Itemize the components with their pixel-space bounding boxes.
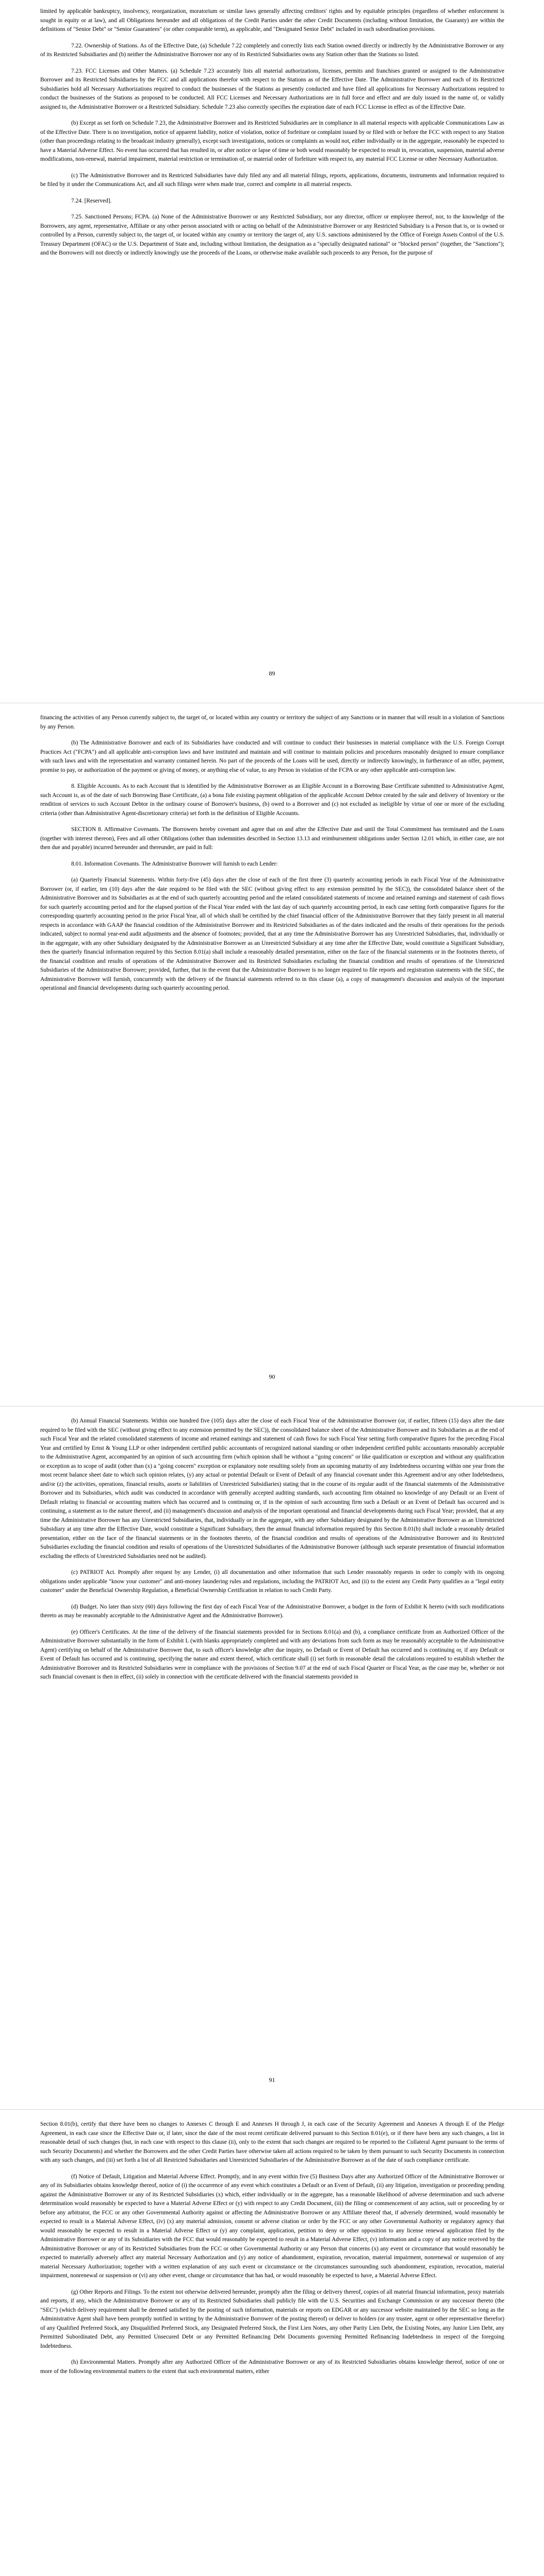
paragraph: (c) The Administrative Borrower and its Restricted Subsidiaries have duly filed any and all material filings, reports, applications, documents, instruments and information required to be filed by it under the Communications Act, and all such filings were when made true, correct and complete in all material respects.	[40, 172, 504, 188]
paragraph: 7.25. Sanctioned Persons; FCPA. (a) None of the Administrative Borrower or any Restricted Subsidiary, nor any director, officer or employee thereof, nor, to the knowledge of the Borrowers, any agent, representative, Affiliate or any other person associated with or acting on behalf of the Administrative Borrower or any Restricted Subsidiary is a Person that is, or is owned or controlled by a Person, currently subject to, the target of, or located within any country or territory the target of, any U.S. sanctions administered by the Office of Foreign Assets Control of the U.S. Treasury Department (OFAC) or the U.S. Department of State and, including without limitation, the designation as a "specially designated national" or "blocked person" (together, the "Sanctions"); and the Borrowers will not directly or indirectly knowingly use the proceeds of the Loans, or otherwise make available such proceeds to any Person, for the purpose of	[40, 214, 504, 256]
paragraph: (b) The Administrative Borrower and each of its Subsidiaries have conducted and will continue to conduct their businesses in material compliance with the U.S. Foreign Corrupt Practices Act ("FCPA") and all applicable anti-corruption laws and have instituted and maintain and will continue to maintain policies and procedures reasonably designed to ensure compliance with such laws and with the representation and warranty contained herein. No part of the proceeds of the Loans will be used, directly or indirectly knowingly, in furtherance of an offer, payment, promise to pay, or authorization of the payment or giving of money, or anything else of value, to any Person in violation of the FCPA or any other applicable anti-corruption law.	[40, 740, 504, 773]
paragraph: (b) Annual Financial Statements. Within one hundred five (105) days after the close of each Fiscal Year of the Administrative Borrower (or, if earlier, fifteen (15) days after the date required to be filed with the SEC (without giving effect to any extension permitted by the SEC)), the consolidated balance sheet of the Administrative Borrower and its Subsidiaries as at the end of such Fiscal Year and the related consolidated statements of income and retained earnings and statement of cash flows for such Fiscal Year setting forth comparative figures for the preceding Fiscal Year and certified by Ernst & Young LLP or other independent certified public accountants of recognized national standing or other independent certified public accountants reasonably acceptable to the Administrative Agent, accompanied by an opinion of such accounting firm (which opinion shall be without a "going concern" or like qualification or exception and without any qualification or exception as to scope of audit (other than (x) a "going concern" exception or explanatory note resulting solely from an upcoming maturity of any Indebtedness occurring within one year from the most recent balance sheet date to which such opinion relates, (y) any actual or potential Default or Event of Default of any financial covenant under this Agreement and/or any other Indebtedness, and/or (z) the activities, operations, financial results, assets or liabilities of Unrestricted Subsidiaries) stating that in the course of its regular audit of the financial statements of the Administrative Borrower and its Subsidiaries, which audit was conducted in accordance with generally accepted auditing standards, such accounting firm obtained no knowledge of any Default or an Event of Default relating to financial or accounting matters which has occurred and is continuing or, if in the opinion of such accounting firm such a Default or an Event of Default has occurred and is continuing, a statement as to the nature thereof, and (ii) management's discussion and analysis of the important operational and financial developments during such Fiscal Year; provided, that at any time the Administrative Borrower has any Unrestricted Subsidiaries, that, individually or in the aggregate, with any other Subsidiary designated by the Administrative Borrower as an Unrestricted Subsidiary at any time after the Effective Date, would constitute a Significant Subsidiary, then the annual financial information required by this Section 8.01(b) shall include a reasonably detailed presentation, either on the face of the financial statements or in the footnotes thereto, of the financial condition and results of operations of the Administrative Borrower and its Restricted Subsidiaries excluding the financial condition and results of operations of the Unrestricted Subsidiaries of the Administrative Borrower (although such separate presentation of financial information excluding the effects of Unrestricted Subsidiaries need not be audited).	[40, 1418, 504, 1560]
page-90	[0, 703, 544, 1406]
paragraph: financing the activities of any Person currently subject to, the target of, or located within any country or territory the subject of any Sanctions or in manner that will result in a violation of Sanctions by any Person.	[40, 715, 504, 730]
paragraph: (e) Officer's Certificates. At the time of the delivery of the financial statements provided for in Sections 8.01(a) and (b), a compliance certificate from an Authorized Officer of the Administrative Borrower substantially in the form of Exhibit L (with blanks appropriately completed and with any deviations from such form as may be reasonably acceptable to the Administrative Agent) certifying on behalf of the Administrative Borrower that, to such officer's knowledge after due inquiry, no Default or Event of Default has occurred and is continuing or, if any Default or Event of Default has occurred and is continuing, specifying the nature and extent thereof, which certificate shall (i) set forth in reasonable detail the calculations required to establish whether the Administrative Borrower and its Restricted Subsidiaries were in compliance with the provisions of Section 9.07 at the end of such Fiscal Quarter or Fiscal Year, as the case may be, whether or not such financial covenant is then in effect, (ii) solely in connection with the certificate delivered with the financial statements provided in	[40, 1629, 504, 1680]
paragraph: (d) Budget. No later than sixty (60) days following the first day of each Fiscal Year of the Administrative Borrower, a budget in the form of Exhibit K hereto (with such modifications thereto as may be reasonably acceptable to the Administrative Agent and the Administrative Borrower).	[40, 1603, 504, 1619]
page-90-body	[40, 714, 504, 1001]
paragraph: (b) Except as set forth on Schedule 7.23, the Administrative Borrower and its Restricted Subsidiaries are in compliance in all material respects with applicable Communications Law as of the Effective Date. There is no investigation, notice of apparent liability, notice of violation, notice of forfeiture or complaint issued by or filed with or before the FCC with respect to any Station (other than proceedings relating to the broadcast industry generally), except such investigations, notices or complaints as would not, either individually or in the aggregate, reasonably be expected to have a Material Adverse Effect. No event has occurred that has resulted in, or after notice or lapse of time or both would reasonably be expected to result in, revocation, suspension, material adverse modifications, non-renewal, material impairment, material restriction or termination of, or material order of forfeiture with respect to, any material FCC License or other Necessary Authorization.	[40, 120, 504, 162]
paragraph: Section 8.01(b), certify that there have been no changes to Annexes C through E and Annexes H through J, in each case of the Security Agreement and Annexes A through E of the Pledge Agreement, in each case since the Effective Date or, if later, since the date of the most recent certificate delivered pursuant to this Section 8.01(e), or if there have been any such changes, a list in reasonable detail of such changes (but, in each case with respect to this clause (ii), only to the extent that such changes are required to be reported to the Collateral Agent pursuant to the terms of such Security Documents) and whether the Borrowers and the other Credit Parties have otherwise taken all actions required to be taken by them pursuant to such Security Documents in connection with any such changes, and (iii) set forth a list of all Restricted Subsidiaries and Unrestricted Subsidiaries of the Administrative Borrower as of the date of such compliance certificate.	[40, 2121, 504, 2163]
page-89-body	[40, 7, 504, 265]
page-92-body	[40, 2120, 504, 2383]
paragraph: (g) Other Reports and Filings. To the extent not otherwise delivered hereunder, promptly after the filing or delivery thereof, copies of all material financial information, proxy materials and reports, if any, which the Administrative Borrower or any of its Restricted Subsidiaries shall publicly file with the U.S. Securities and Exchange Commission or any successor thereto (the "SEC") (which delivery requirement shall be deemed satisfied by the posting of such information, materials or reports on EDGAR or any successor website maintained by the SEC so long as the Administrative Agent shall have been promptly notified in writing by the Administrative Borrower of the posting thereof) or deliver to holders (or any trustee, agent or other representative therefor) of any Qualified Preferred Stock, any Disqualified Preferred Stock, any Designated Preferred Stock, the First Lien Notes, any other Parity Lien Debt, the Existing Notes, any Junior Lien Debt, any Permitted Subordinated Debt, any Permitted Unsecured Debt or any Permitted Refinancing Debt Documents governing Permitted Refinancing Indebtedness in respect of the foregoing Indebtedness.	[40, 2289, 504, 2349]
page-number: 91	[269, 2076, 275, 2083]
paragraph: 8. Eligible Accounts. As to each Account that is identified by the Administrative Borrower as an Eligible Account in a Borrowing Base Certificate submitted to Administrative Agent, such Account is, as of the date of such Borrowing Base Certificate, (a) a bona fide existing payment obligation of the applicable Account Debtor created by the sale and delivery of Inventory or the rendition of services to such Account Debtor in the ordinary course of Borrower's business, (b) owed to a Borrower and (c) not excluded as ineligible by virtue of one or more of the excluding criteria (other than Administrative Agent-discretionary criteria) set forth in the definition of Eligible Accounts.	[40, 783, 504, 817]
page-number: 89	[269, 670, 275, 677]
page-92	[0, 2110, 544, 2576]
paragraph: limited by applicable bankruptcy, insolvency, reorganization, moratorium or similar laws generally affecting creditors' rights and by equitable principles (regardless of whether enforcement is sought in equity or at law), and all Obligations hereunder and all obligations of the Credit Parties under the other Credit Documents (including without limitation, the Guaranty) are within the definitions of "Senior Debt" or "Senior Guarantees" (or other comparable term), as applicable, and "Designated Senior Debt" included in such subordination provisions.	[40, 8, 504, 32]
page-91-body	[40, 1417, 504, 1689]
paragraph: 7.22. Ownership of Stations. As of the Effective Date, (a) Schedule 7.22 completely and correctly lists each Station owned directly or indirectly by the Administrative Borrower or any of its Restricted Subsidiaries and (b) neither the Administrative Borrower nor any of its Restricted Subsidiaries owns any Station other than the Stations so listed.	[40, 42, 504, 58]
paragraph: (h) Environmental Matters. Promptly after any Authorized Officer of the Administrative Borrower or any of its Restricted Subsidiaries obtains knowledge thereof, notice of one or more of the following environmental matters to the extent that such environmental matters, either	[40, 2359, 504, 2375]
paragraph: 8.01. Information Covenants. The Administrative Borrower will furnish to each Lender:	[71, 860, 278, 867]
page-91	[0, 1406, 544, 2110]
paragraph: 7.24. [Reserved].	[71, 197, 112, 204]
page-number: 90	[269, 1373, 275, 1380]
paragraph: SECTION 8. Affirmative Covenants. The Borrowers hereby covenant and agree that on and after the Effective Date and until the Total Commitment has terminated and the Loans (together with interest thereon), Fees and all other Obligations (other than indemnities described in Section 13.13 and reimbursement obligations under Section 12.01 which, in either case, are not then due and payable) incurred hereunder and thereunder, are paid in full:	[40, 826, 504, 851]
paragraph: 7.23. FCC Licenses and Other Matters. (a) Schedule 7.23 accurately lists all material authorizations, licenses, permits and franchises granted or assigned to the Administrative Borrower and its Restricted Subsidiaries by the FCC and all applications therefor with respect to the Stations as of the Effective Date. The Administrative Borrower and each of its Restricted Subsidiaries hold all Necessary Authorizations required to conduct the businesses of the Stations as presently conducted and have filed all applications for Necessary Authorizations required to conduct the businesses of the Stations as proposed to be conducted. All FCC Licenses and Necessary Authorizations are in full force and effect and are duly issued in the name of, or validly assigned to, the Administrative Borrower or a Restricted Subsidiary. Schedule 7.23 also correctly specifies the expiration date of each FCC License in effect as of the Effective Date.	[40, 67, 504, 110]
paragraph: (f) Notice of Default, Litigation and Material Adverse Effect. Promptly, and in any event within five (5) Business Days after any Authorized Officer of the Administrative Borrower or any of its Subsidiaries obtains knowledge thereof, notice of (i) the occurrence of any event which constitutes a Default or an Event of Default, (ii) any litigation, investigation or proceeding pending against the Administrative Borrower or any of its Restricted Subsidiaries (x) which, either individually or in the aggregate, has a reasonable likelihood of adverse determination and such adverse determination would reasonably be expected to have a Material Adverse Effect or (y) with respect to any Credit Document, (iii) the filing or commencement of any action, suit or proceeding by or before any arbitrator, the FCC or any other Governmental Authority against or affecting the Administrative Borrower or any Affiliate thereof that, if adversely determined, would reasonably be expected to result in a Material Adverse Effect, (iv) (x) any material admission, consent or adverse citation or order by the FCC or any other Governmental Authority or regulatory agency that would reasonably be expected to result in a Material Adverse Effect or (y) any complaint, application, petition to deny or other opposition to any license renewal application filed by the Administrative Borrower or any of its Subsidiaries with the FCC that would reasonably be expected to result in a Material Adverse Effect, (v) information and a copy of any notice received by the Administrative Borrower or any of its Restricted Subsidiaries from the FCC or other Governmental Authority or any Person that concerns (x) any event or circumstance that would reasonably be expected to materially adversely affect any material Necessary Authorization and (y) any notice of abandonment, expiration, revocation, material impairment, nonrenewal or suspension of any material Necessary Authorization; together with a written explanation of any such event or circumstance or the circumstances surrounding such abandonment, expiration, revocation, material impairment, nonrenewal or suspension or (vi) any other event, change or circumstance that has had, or would reasonably be expected to have, a Material Adverse Effect.	[40, 2173, 504, 2279]
page-89	[0, 0, 544, 703]
paragraph: (a) Quarterly Financial Statements. Within forty-five (45) days after the close of each of the first three (3) quarterly accounting periods in each Fiscal Year of the Administrative Borrower (or, if earlier, ten (10) days after the date required to be filed with the SEC (without giving effect to any extension permitted by the SEC)), the consolidated balance sheet of the Administrative Borrower and its Subsidiaries as at the end of such quarterly accounting period and the related consolidated statements of income and retained earnings and statement of cash flows for such quarterly accounting period and for the elapsed portion of the Fiscal Year ended with the last day of such quarterly accounting period, in each case setting forth comparative figures for the corresponding quarterly accounting period in the prior Fiscal Year, all of which shall be certified by the chief financial officer of the Administrative Borrower that they fairly present in all material respects in accordance with GAAP the financial condition of the Administrative Borrower and its Restricted Subsidiaries as of the dates indicated and the results of their operations for the periods indicated, subject to normal year-end audit adjustments and the absence of footnotes; provided, that at any time the Administrative Borrower has any Unrestricted Subsidiaries, that, individually or in the aggregate, with any other Subsidiary designated by the Administrative Borrower as an Unrestricted Subsidiary at any time after the Effective Date, would constitute a Significant Subsidiary, then the quarterly financial information required by this Section 8.01(a) shall include a reasonably detailed presentation, either on the face of the financial statements or in the footnotes thereto, of the financial condition and results of operations of the Administrative Borrower and its Restricted Subsidiaries excluding the financial condition and results of operations of the Unrestricted Subsidiaries of the Administrative Borrower; provided, further, that in the event that the Administrative Borrower is no longer required to file reports and registration statements with the SEC, the Administrative Borrower will furnish, concurrently with the delivery of the financial statements referred to in this clause (a), a copy of management's discussion and analysis of the important operational and financial developments during such quarterly accounting period.	[40, 877, 504, 991]
paragraph: (c) PATRIOT Act. Promptly after request by any Lender, (i) all documentation and other information that such Lender reasonably requests in order to comply with its ongoing obligations under applicable "know your customer" and anti-money laundering rules and regulations, including the PATRIOT Act, and (ii) to the extent any Credit Party qualifies as a "legal entity customer" under the Beneficial Ownership Regulation, a Beneficial Ownership Certification in relation to such Credit Party.	[40, 1569, 504, 1594]
